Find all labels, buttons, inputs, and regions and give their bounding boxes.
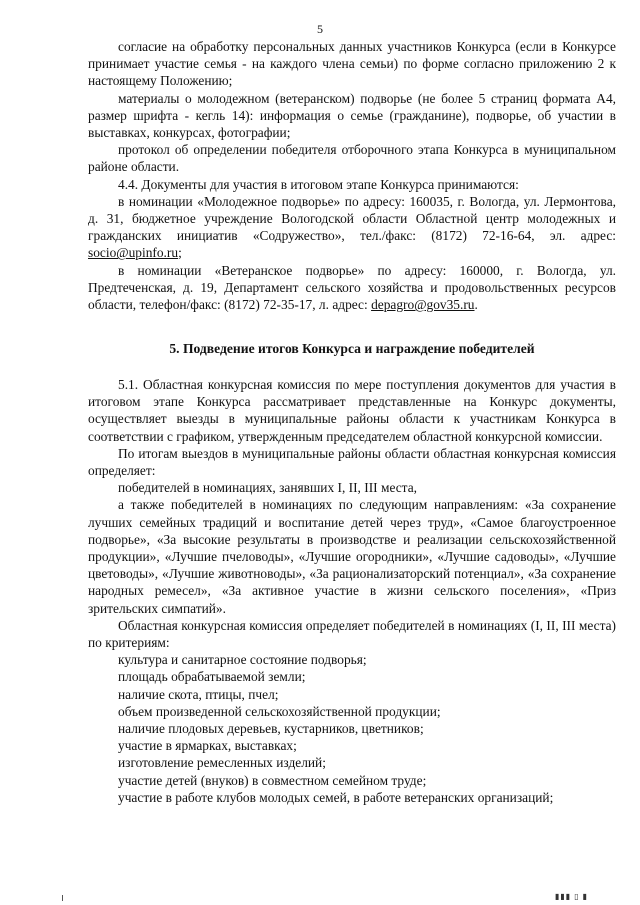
paragraph-veteran-address bbox=[88, 262, 616, 314]
veteran-email-link[interactable]: depagro@gov35.ru bbox=[371, 297, 475, 313]
paragraph-5-1: 5.1. Областная конкурсная комиссия по мере поступления документов для участия в итоговом этапе Конкурса рассматривает представленные на Конкурс документы, осуществляет выезды в муниципальные районы области к участникам Конкурса в соответствии с графиком, утвержденным председателем областной конкурсной комиссии. bbox=[88, 377, 616, 444]
youth-address-text: в номинации «Молодежное подворье» по адресу: 160035, г. Вологда, ул. Лермонтова, д. 31, бюджетное учреждение Вологодской области Областной центр молодежных и гражданских инициатив «Содружество», тел./факс: (8172) 72-16-64, эл. адрес: bbox=[88, 193, 616, 244]
paragraph-youth-address bbox=[88, 193, 616, 262]
paragraph-results: По итогам выездов в муниципальные районы области областная конкурсная комиссия определяет: bbox=[88, 445, 616, 479]
section-5-heading: 5. Подведение итогов Конкурса и награждение победителей bbox=[169, 341, 535, 356]
paragraph-directions: а также победителей в номинациях по следующим направлениям: «За сохранение лучших семейных традиций и воспитание детей через труд», «Самое благоустроенное подворье», «За высокие результаты в производстве и реализации сельскохозяйственной продукции», «Лучшие пчеловоды», «Лучшие огородники», «Лучшие садоводы», «Лучшие цветоводы», «Лучшие животноводы», «За рационализаторский потенциал», «За сохранение народных ремесел», «За активное участие в жизни сельского поселения», «Приз зрительских симпатий». bbox=[88, 497, 616, 616]
criterion-item: площадь обрабатываемой земли; bbox=[118, 669, 306, 685]
youth-address-end: ; bbox=[178, 245, 182, 261]
criterion-item: участие в ярмарках, выставках; bbox=[118, 738, 297, 754]
section-5-text bbox=[88, 376, 616, 806]
paragraph-materials: материалы о молодежном (ветеранском) подворье (не более 5 страниц формата А4, размер шрифта - кегль 14): информация о семье (гражданине), подворье, об участии в выставках, конкурсах, фотографии; bbox=[88, 90, 616, 141]
paragraph-consent: согласие на обработку персональных данных участников Конкурса (если в Конкурсе принимает участие семья - на каждого члена семьи) по форме согласно приложению 2 к настоящему Положению; bbox=[88, 39, 616, 89]
paragraph-winners: победителей в номинациях, занявших I, II, III места, bbox=[118, 480, 417, 496]
criterion-item: культура и санитарное состояние подворья; bbox=[118, 652, 367, 668]
scan-mark-left bbox=[62, 895, 63, 901]
scan-mark-right: ▮▮▮ ▯ ▮ bbox=[554, 892, 588, 901]
youth-email-link[interactable]: socio@upinfo.ru bbox=[88, 245, 179, 261]
paragraph-protocol: протокол об определении победителя отборочного этапа Конкурса в муниципальном районе области. bbox=[88, 142, 616, 175]
veteran-address-end: . bbox=[474, 297, 478, 313]
criterion-item: участие детей (внуков) в совместном семейном труде; bbox=[118, 772, 427, 788]
page-number: 5 bbox=[317, 22, 323, 36]
paragraph-4-4: 4.4. Документы для участия в итоговом этапе Конкурса принимаются: bbox=[118, 176, 519, 192]
section-4-text bbox=[88, 38, 616, 313]
criterion-item: объем произведенной сельскохозяйственной продукции; bbox=[118, 703, 441, 719]
criterion-item: наличие плодовых деревьев, кустарников, цветников; bbox=[118, 721, 424, 737]
paragraph-criteria-intro: Областная конкурсная комиссия определяет победителей в номинациях (I, II, III места) по критериям: bbox=[88, 617, 616, 651]
criterion-item: наличие скота, птицы, пчел; bbox=[118, 686, 279, 702]
veteran-address-text: в номинации «Ветеранское подворье» по адресу: 160000, г. Вологда, ул. Предтеченская, д. 19, Департамент сельского хозяйства и продовольственных ресурсов области, телефон/факс: (8172) 72-35-17, л. адрес: bbox=[88, 262, 616, 313]
criterion-item: участие в работе клубов молодых семей, в работе ветеранских организаций; bbox=[118, 789, 554, 805]
criterion-item: изготовление ремесленных изделий; bbox=[118, 755, 326, 771]
